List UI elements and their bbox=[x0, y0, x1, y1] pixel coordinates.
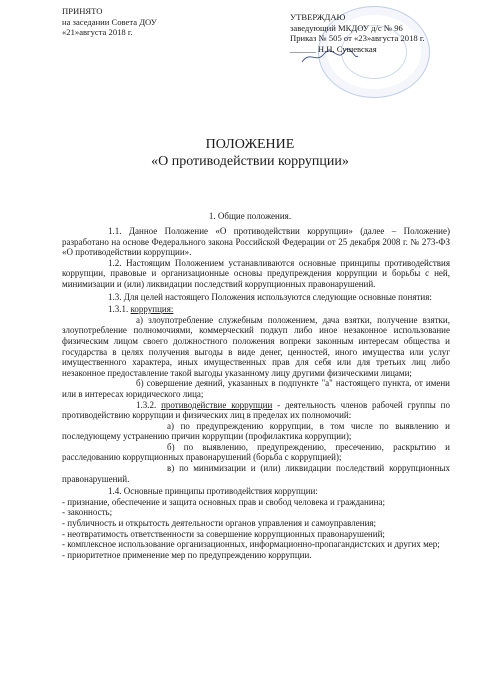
council-date-line: «21»августа 2018 г. bbox=[62, 27, 133, 37]
term-corruption: коррупция: bbox=[130, 304, 174, 315]
item-a2: а) по предупреждению коррупции, в том числе по выявлению и последующему устранению причин коррупции (профилактика коррупции); bbox=[62, 420, 450, 442]
principles-list bbox=[62, 497, 450, 561]
list-item: - комплексное использование организационных, информационно-пропагандистских и других мер; bbox=[62, 539, 440, 550]
approval-block-left bbox=[62, 6, 157, 38]
paragraph-1-3-2 bbox=[62, 400, 450, 421]
item-b: б) совершение деяний, указанных в подпункте "а" настоящего пункта, от имени или в интересах юридического лица; bbox=[62, 378, 450, 399]
list-item: - признание, обеспечение и защита основных прав и свобод человека и гражданина; bbox=[62, 496, 385, 507]
term-definition: - деятельность членов рабочей группы по противодействию коррупции и физических лиц в пределах их полномочий: bbox=[62, 399, 450, 421]
paragraph-1-2: 1.2. Настоящим Положением устанавливаются основные принципы противодействия коррупции, правовые и организационные основы предупреждения коррупции и борьбы с ней, минимизации и (или) ликвидации последствий коррупционных правонарушений. bbox=[62, 257, 450, 289]
approve-label: УТВЕРЖДАЮ bbox=[290, 12, 346, 22]
paragraph-1-4: 1.4. Основные принципы противодействия коррупции: bbox=[108, 486, 318, 497]
paragraph-1-1: 1.1. Данное Положение «О противодействии коррупции» (далее – Положение) разработано на основе Федерального закона Российской Федерации от 25 декабря 2008 г. № 273-ФЗ «О противодействии коррупции». bbox=[62, 226, 450, 258]
head-position-line: заведующий МКДОУ д/с № 96 bbox=[290, 22, 403, 33]
list-item: - приоритетное применение мер по предупреждению коррупции. bbox=[62, 549, 312, 560]
signatory-line: ______ Н.Н. Сушевская bbox=[290, 43, 377, 54]
list-item: - публичность и открытость деятельности органов управления и самоуправления; bbox=[62, 518, 377, 529]
document-body bbox=[62, 226, 450, 560]
paragraph-1-3: 1.3. Для целей настоящего Положения используются следующие основные понятия: bbox=[108, 291, 432, 302]
list-item: - законность; bbox=[62, 507, 113, 518]
document-title: ПОЛОЖЕНИЕ bbox=[205, 137, 295, 152]
clause-number: 1.3.1. bbox=[108, 304, 129, 315]
approval-block-right bbox=[290, 12, 425, 54]
term-counteraction: противодействие коррупции bbox=[161, 399, 273, 410]
paragraph-1-3-1 bbox=[62, 304, 450, 315]
list-item: - неотвратимость ответственности за совершение коррупционных правонарушений; bbox=[62, 528, 385, 539]
item-v2: в) по минимизации и (или) ликвидации последствий коррупционных правонарушений. bbox=[62, 463, 450, 484]
item-b2: б) по выявлению, предупреждению, пресечению, раскрытию и расследованию коррупционных правонарушений (борьба с коррупцией); bbox=[62, 441, 450, 463]
clause-number: 1.3.2. bbox=[136, 399, 157, 410]
accepted-label: ПРИНЯТО bbox=[62, 6, 103, 16]
section-heading: 1. Общие положения. bbox=[208, 211, 292, 221]
order-line: Приказ № 505 от «23»августа 2018 г. bbox=[290, 33, 425, 43]
document-subtitle: «О противодействии коррупции» bbox=[151, 154, 349, 169]
item-a: а) злоупотребление служебным положением, дача взятки, получение взятки, злоупотребление полномочиями, коммерческий подкуп либо иное незаконное использование физическим лицом своего должностного положения вопреки законным интересам общества и государства в целях получения выгоды в виде денег, ценностей, иного имущества или услуг имущественного характера, иных имущественных прав для себя или для третьих лиц либо незаконное предоставление такой выгоды указанному лицу другими физическими лицами; bbox=[62, 314, 450, 378]
council-meeting-line: на заседании Совета ДОУ bbox=[62, 16, 157, 27]
